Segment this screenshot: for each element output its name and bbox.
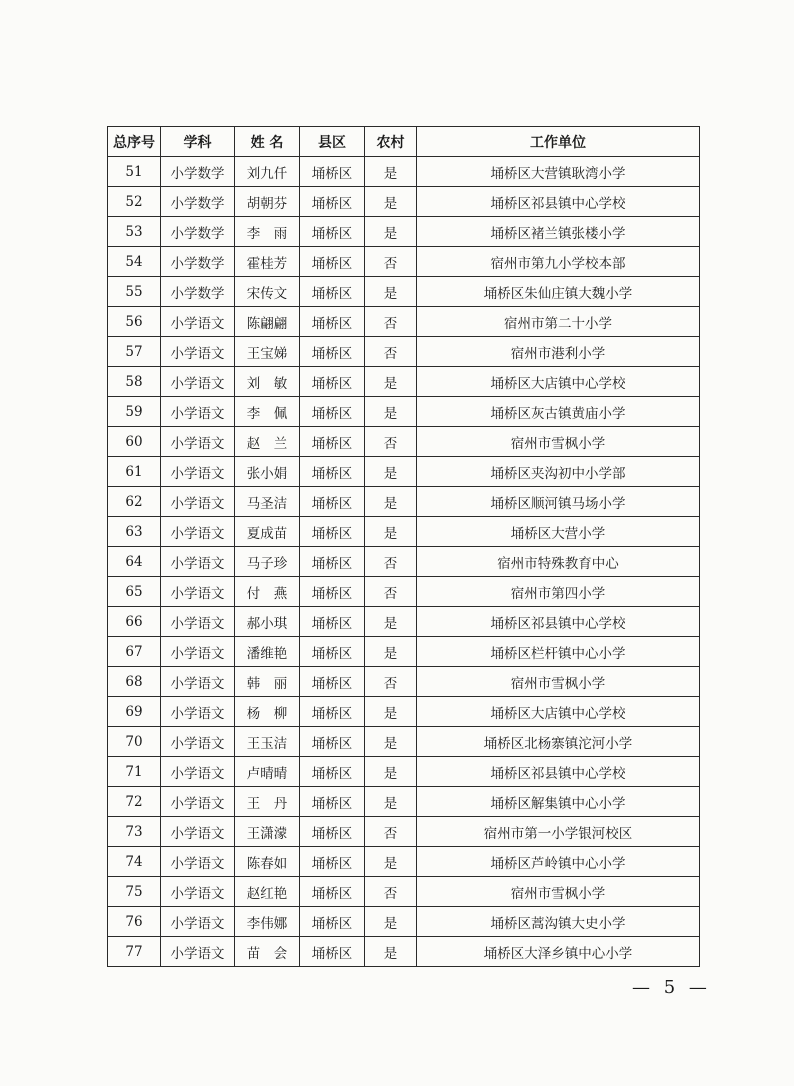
table-row (108, 217, 700, 247)
cell-subject: 小学语文 (161, 817, 235, 847)
cell-rural: 否 (365, 247, 417, 277)
cell-subject: 小学语文 (161, 637, 235, 667)
table-row (108, 337, 700, 367)
cell-county: 埇桥区 (300, 547, 365, 577)
table-row (108, 457, 700, 487)
cell-name: 李伟娜 (235, 907, 300, 937)
cell-subject: 小学数学 (161, 247, 235, 277)
table-row (108, 877, 700, 907)
header-name: 姓 名 (235, 127, 300, 157)
cell-serial-number: 67 (108, 637, 161, 667)
cell-work-unit: 宿州市第二十小学 (417, 307, 700, 337)
cell-subject: 小学语文 (161, 787, 235, 817)
cell-name: 陈翩翩 (235, 307, 300, 337)
cell-work-unit: 宿州市港利小学 (417, 337, 700, 367)
cell-rural: 否 (365, 817, 417, 847)
cell-name: 霍桂芳 (235, 247, 300, 277)
cell-name: 陈春如 (235, 847, 300, 877)
cell-serial-number: 52 (108, 187, 161, 217)
cell-name: 刘 敏 (235, 367, 300, 397)
cell-work-unit: 埇桥区祁县镇中心学校 (417, 187, 700, 217)
table-row (108, 847, 700, 877)
header-rural: 农村 (365, 127, 417, 157)
cell-subject: 小学语文 (161, 547, 235, 577)
cell-name: 韩 丽 (235, 667, 300, 697)
cell-rural: 是 (365, 637, 417, 667)
cell-rural: 是 (365, 727, 417, 757)
cell-serial-number: 54 (108, 247, 161, 277)
cell-serial-number: 60 (108, 427, 161, 457)
cell-subject: 小学语文 (161, 487, 235, 517)
cell-subject: 小学语文 (161, 757, 235, 787)
cell-subject: 小学语文 (161, 877, 235, 907)
cell-serial-number: 61 (108, 457, 161, 487)
cell-name: 刘九仟 (235, 157, 300, 187)
cell-serial-number: 59 (108, 397, 161, 427)
cell-work-unit: 埇桥区大泽乡镇中心小学 (417, 937, 700, 967)
cell-work-unit: 埇桥区顺河镇马场小学 (417, 487, 700, 517)
cell-name: 王潇濛 (235, 817, 300, 847)
cell-name: 苗 会 (235, 937, 300, 967)
cell-work-unit: 埇桥区大店镇中心学校 (417, 367, 700, 397)
table-row (108, 787, 700, 817)
cell-work-unit: 宿州市特殊教育中心 (417, 547, 700, 577)
cell-work-unit: 埇桥区芦岭镇中心小学 (417, 847, 700, 877)
cell-work-unit: 埇桥区蒿沟镇大史小学 (417, 907, 700, 937)
cell-rural: 是 (365, 757, 417, 787)
cell-county: 埇桥区 (300, 607, 365, 637)
header-serial-number: 总序号 (108, 127, 161, 157)
cell-work-unit: 埇桥区祁县镇中心学校 (417, 757, 700, 787)
table-row (108, 907, 700, 937)
cell-serial-number: 65 (108, 577, 161, 607)
cell-subject: 小学语文 (161, 517, 235, 547)
teacher-list-table (107, 126, 700, 967)
table-row (108, 817, 700, 847)
cell-rural: 是 (365, 847, 417, 877)
cell-serial-number: 58 (108, 367, 161, 397)
cell-rural: 否 (365, 337, 417, 367)
cell-name: 郝小琪 (235, 607, 300, 637)
cell-county: 埇桥区 (300, 217, 365, 247)
table-row (108, 157, 700, 187)
cell-subject: 小学语文 (161, 937, 235, 967)
table-row (108, 547, 700, 577)
table-row (108, 637, 700, 667)
cell-rural: 是 (365, 607, 417, 637)
cell-county: 埇桥区 (300, 937, 365, 967)
cell-rural: 是 (365, 187, 417, 217)
cell-subject: 小学语文 (161, 427, 235, 457)
cell-rural: 否 (365, 547, 417, 577)
cell-work-unit: 埇桥区褚兰镇张楼小学 (417, 217, 700, 247)
cell-rural: 是 (365, 697, 417, 727)
cell-work-unit: 埇桥区灰古镇黄庙小学 (417, 397, 700, 427)
cell-name: 马子珍 (235, 547, 300, 577)
table-row (108, 577, 700, 607)
cell-rural: 是 (365, 907, 417, 937)
cell-subject: 小学语文 (161, 367, 235, 397)
cell-subject: 小学数学 (161, 217, 235, 247)
cell-rural: 否 (365, 667, 417, 697)
cell-work-unit: 埇桥区夹沟初中小学部 (417, 457, 700, 487)
cell-rural: 是 (365, 517, 417, 547)
cell-county: 埇桥区 (300, 787, 365, 817)
cell-county: 埇桥区 (300, 157, 365, 187)
cell-serial-number: 57 (108, 337, 161, 367)
cell-rural: 是 (365, 937, 417, 967)
cell-serial-number: 68 (108, 667, 161, 697)
table-row (108, 937, 700, 967)
cell-subject: 小学语文 (161, 847, 235, 877)
cell-rural: 是 (365, 157, 417, 187)
cell-serial-number: 77 (108, 937, 161, 967)
cell-subject: 小学语文 (161, 457, 235, 487)
cell-serial-number: 64 (108, 547, 161, 577)
cell-name: 宋传文 (235, 277, 300, 307)
table-row (108, 187, 700, 217)
cell-county: 埇桥区 (300, 337, 365, 367)
table-row (108, 427, 700, 457)
header-county: 县区 (300, 127, 365, 157)
cell-name: 王玉洁 (235, 727, 300, 757)
cell-rural: 是 (365, 277, 417, 307)
cell-serial-number: 56 (108, 307, 161, 337)
cell-subject: 小学语文 (161, 577, 235, 607)
table-row (108, 607, 700, 637)
cell-county: 埇桥区 (300, 307, 365, 337)
cell-name: 潘维艳 (235, 637, 300, 667)
cell-name: 王宝娣 (235, 337, 300, 367)
table-row (108, 727, 700, 757)
cell-work-unit: 埇桥区大营小学 (417, 517, 700, 547)
cell-serial-number: 76 (108, 907, 161, 937)
cell-subject: 小学语文 (161, 907, 235, 937)
cell-county: 埇桥区 (300, 667, 365, 697)
cell-name: 夏成苗 (235, 517, 300, 547)
table-row (108, 487, 700, 517)
table-row (108, 517, 700, 547)
cell-subject: 小学语文 (161, 307, 235, 337)
cell-name: 李 雨 (235, 217, 300, 247)
cell-rural: 是 (365, 787, 417, 817)
cell-work-unit: 宿州市第四小学 (417, 577, 700, 607)
cell-name: 杨 柳 (235, 697, 300, 727)
cell-county: 埇桥区 (300, 727, 365, 757)
table-row (108, 757, 700, 787)
cell-county: 埇桥区 (300, 487, 365, 517)
cell-name: 马圣洁 (235, 487, 300, 517)
cell-name: 赵 兰 (235, 427, 300, 457)
page-number: — 5 — (632, 977, 711, 998)
cell-subject: 小学数学 (161, 277, 235, 307)
table-row (108, 667, 700, 697)
cell-name: 赵红艳 (235, 877, 300, 907)
cell-rural: 否 (365, 307, 417, 337)
cell-county: 埇桥区 (300, 187, 365, 217)
cell-serial-number: 70 (108, 727, 161, 757)
cell-name: 付 燕 (235, 577, 300, 607)
cell-county: 埇桥区 (300, 847, 365, 877)
cell-county: 埇桥区 (300, 277, 365, 307)
cell-county: 埇桥区 (300, 517, 365, 547)
cell-work-unit: 埇桥区大营镇耿湾小学 (417, 157, 700, 187)
cell-subject: 小学数学 (161, 157, 235, 187)
cell-county: 埇桥区 (300, 637, 365, 667)
table-header-row (108, 127, 700, 157)
cell-serial-number: 63 (108, 517, 161, 547)
table-row (108, 277, 700, 307)
cell-work-unit: 埇桥区祁县镇中心学校 (417, 607, 700, 637)
cell-name: 王 丹 (235, 787, 300, 817)
cell-serial-number: 66 (108, 607, 161, 637)
cell-serial-number: 53 (108, 217, 161, 247)
cell-rural: 是 (365, 397, 417, 427)
cell-serial-number: 72 (108, 787, 161, 817)
cell-serial-number: 74 (108, 847, 161, 877)
table-row (108, 247, 700, 277)
cell-county: 埇桥区 (300, 757, 365, 787)
cell-county: 埇桥区 (300, 817, 365, 847)
cell-name: 胡朝芬 (235, 187, 300, 217)
cell-rural: 是 (365, 487, 417, 517)
table-row (108, 697, 700, 727)
cell-county: 埇桥区 (300, 247, 365, 277)
cell-county: 埇桥区 (300, 427, 365, 457)
cell-subject: 小学语文 (161, 397, 235, 427)
cell-subject: 小学语文 (161, 727, 235, 757)
cell-county: 埇桥区 (300, 907, 365, 937)
header-subject: 学科 (161, 127, 235, 157)
table-row (108, 307, 700, 337)
cell-county: 埇桥区 (300, 577, 365, 607)
cell-work-unit: 宿州市雪枫小学 (417, 877, 700, 907)
cell-serial-number: 62 (108, 487, 161, 517)
cell-work-unit: 埇桥区北杨寨镇沱河小学 (417, 727, 700, 757)
cell-rural: 否 (365, 877, 417, 907)
cell-serial-number: 75 (108, 877, 161, 907)
cell-work-unit: 埇桥区解集镇中心小学 (417, 787, 700, 817)
cell-rural: 否 (365, 577, 417, 607)
cell-rural: 是 (365, 217, 417, 247)
cell-work-unit: 宿州市雪枫小学 (417, 427, 700, 457)
cell-rural: 是 (365, 457, 417, 487)
cell-work-unit: 宿州市雪枫小学 (417, 667, 700, 697)
cell-subject: 小学语文 (161, 607, 235, 637)
table-row (108, 367, 700, 397)
cell-serial-number: 51 (108, 157, 161, 187)
cell-serial-number: 55 (108, 277, 161, 307)
cell-serial-number: 71 (108, 757, 161, 787)
cell-subject: 小学语文 (161, 337, 235, 367)
cell-county: 埇桥区 (300, 457, 365, 487)
table-row (108, 397, 700, 427)
cell-subject: 小学语文 (161, 697, 235, 727)
header-work-unit: 工作单位 (417, 127, 700, 157)
cell-name: 李 佩 (235, 397, 300, 427)
cell-work-unit: 宿州市第一小学银河校区 (417, 817, 700, 847)
cell-county: 埇桥区 (300, 397, 365, 427)
cell-work-unit: 埇桥区栏杆镇中心小学 (417, 637, 700, 667)
cell-subject: 小学数学 (161, 187, 235, 217)
cell-rural: 是 (365, 367, 417, 397)
cell-subject: 小学语文 (161, 667, 235, 697)
cell-work-unit: 埇桥区朱仙庄镇大魏小学 (417, 277, 700, 307)
cell-work-unit: 埇桥区大店镇中心学校 (417, 697, 700, 727)
cell-name: 卢晴晴 (235, 757, 300, 787)
cell-county: 埇桥区 (300, 697, 365, 727)
cell-serial-number: 73 (108, 817, 161, 847)
cell-name: 张小娟 (235, 457, 300, 487)
cell-work-unit: 宿州市第九小学校本部 (417, 247, 700, 277)
cell-serial-number: 69 (108, 697, 161, 727)
cell-rural: 否 (365, 427, 417, 457)
cell-county: 埇桥区 (300, 877, 365, 907)
cell-county: 埇桥区 (300, 367, 365, 397)
